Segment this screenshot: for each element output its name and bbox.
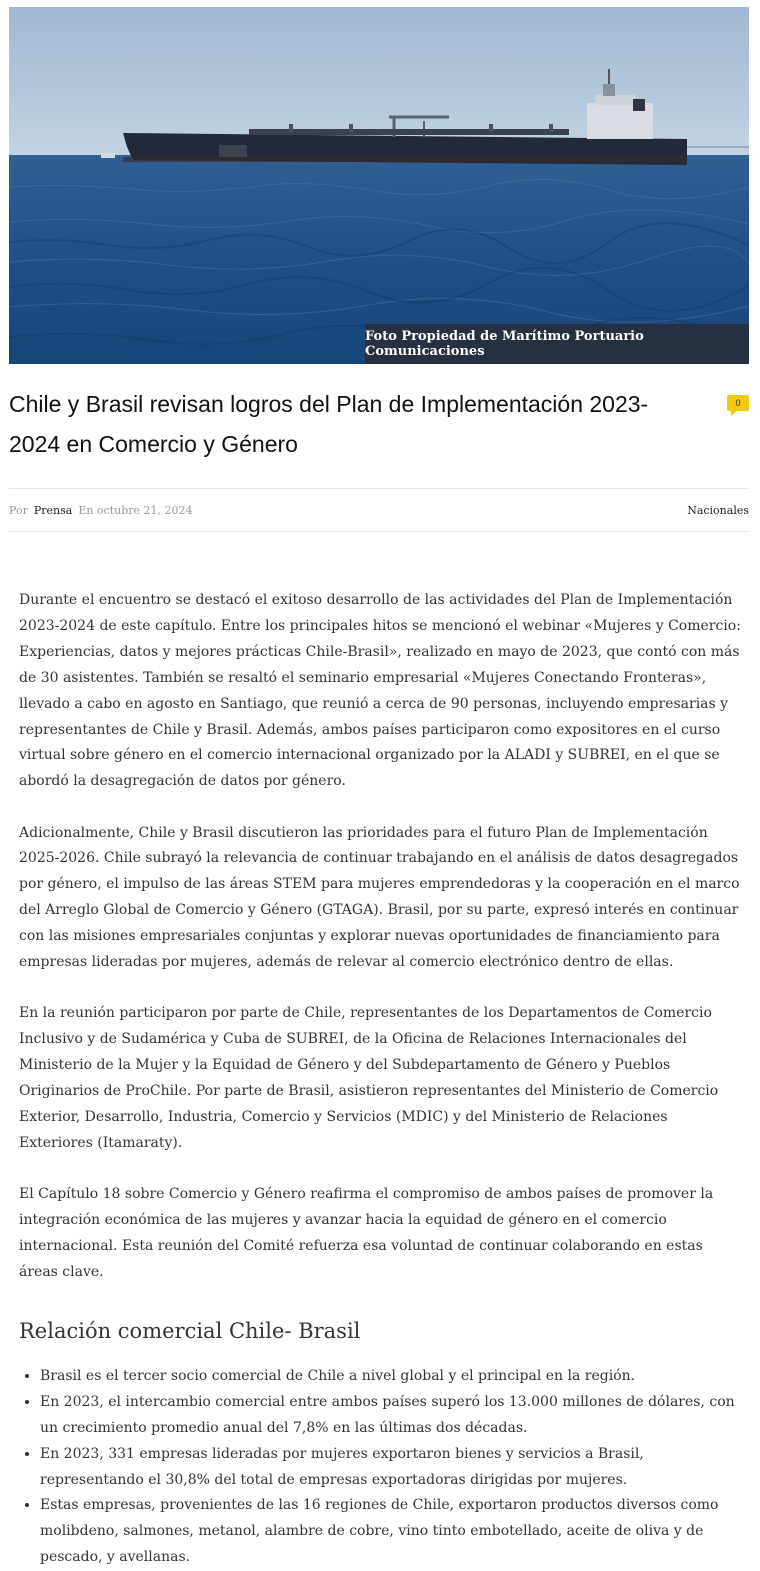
paragraph: En la reunión participaron por parte de Chile, representantes de los Departamentos de Comercio Inclusivo y de Sudamérica y Cuba de SUBREI, de la Oficina de Relaciones Internacionales del Ministerio de la Mujer y la Equidad de Género y del Subdepartamento de Género y Pueblos Originarios de ProChile. Por parte de Brasil, asistieron representantes del Ministerio de Comercio Exterior, Desarrollo, Industria, Comercio y Servicios (MDIC) y del Ministerio de Relaciones Exteriores (Itamaraty). <box>19 1005 719 1151</box>
list-item: • En 2023, el intercambio comercial entre ambos países superó los 13.000 millones de dólares, con un crecimiento promedio anual del 7,8% en las últimas dos décadas. <box>40 1390 743 1442</box>
category-link[interactable]: Nacionales <box>687 503 749 517</box>
author-link[interactable]: Prensa <box>33 503 73 517</box>
article-title[interactable]: Chile y Brasil revisan logros del Plan de Implementación 2023-2024 en Comercio y Género <box>9 391 649 457</box>
list-item: • En 2023, 331 empresas lideradas por mujeres exportaron bienes y servicios a Brasil, representando el 30,8% del total de empresas exportadoras dirigidas por mujeres. <box>40 1442 743 1494</box>
article-meta <box>9 488 749 532</box>
paragraph: Durante el encuentro se destacó el exitoso desarrollo de las actividades del Plan de Implementación 2023-2024 de este capítulo. Entre los principales hitos se mencionó el webinar «Mujeres y Comercio: Experiencias, datos y mejores prácticas Chile-Brasil», realizado en mayo de 2023, que contó con más de 30 asistentes. También se resaltó el seminario empresarial «Mujeres Conectando Fronteras», llevado a cabo en agosto en Santiago, que reunió a cerca de 90 personas, incluyendo empresarias y representantes de Chile y Brasil. Además, ambos países participaron como expositores en el curso virtual sobre género en el comercio internacional organizado por la ALADI y SUBREI, en el que se abordó la desagregación de datos por género. <box>19 592 741 790</box>
list-item: • Estas empresas, provenientes de las 16 regiones de Chile, exportaron productos diversos como molibdeno, salmones, metanol, alambre de cobre, vino tinto embotellado, aceite de oliva y de pescado, y avellanas. <box>40 1493 743 1571</box>
by-label: Por <box>9 503 28 517</box>
featured-image <box>9 7 749 364</box>
paragraph: Adicionalmente, Chile y Brasil discutieron las prioridades para el futuro Plan de Implementación 2025-2026. Chile subrayó la relevancia de continuar trabajando en el análisis de datos desagregados por género, el impulso de las áreas STEM para mujeres emprendedoras y la cooperación en el marco del Arreglo Global de Comercio y Género (GTAGA). Brasil, por su parte, expresó interés en continuar con las misiones empresariales conjuntas y explorar nuevas oportunidades de financiamiento para empresas lideradas por mujeres, además de relevar al comercio electrónico dentro de ellas. <box>19 824 740 971</box>
photo-caption: Foto Propiedad de Marítimo Portuario Comunicaciones <box>365 324 749 364</box>
section-heading: Relación comercial Chile- Brasil <box>19 1318 361 1343</box>
publish-date: En octubre 21, 2024 <box>78 503 193 517</box>
paragraph: El Capítulo 18 sobre Comercio y Género reafirma el compromiso de ambos países de promover la integración económica de las mujeres y avanzar hacia la equidad de género en el comercio internacional. Esta reunión del Comité refuerza esa voluntad de continuar colaborando en estas áreas clave. <box>19 1186 714 1280</box>
bullet-list <box>19 1364 743 1571</box>
list-item: • Brasil es el tercer socio comercial de Chile a nivel global y el principal en la región. <box>40 1364 743 1390</box>
comment-count-badge[interactable]: 0 <box>727 395 749 411</box>
article-body <box>19 588 743 1571</box>
tanker-ship-photo <box>9 7 749 364</box>
